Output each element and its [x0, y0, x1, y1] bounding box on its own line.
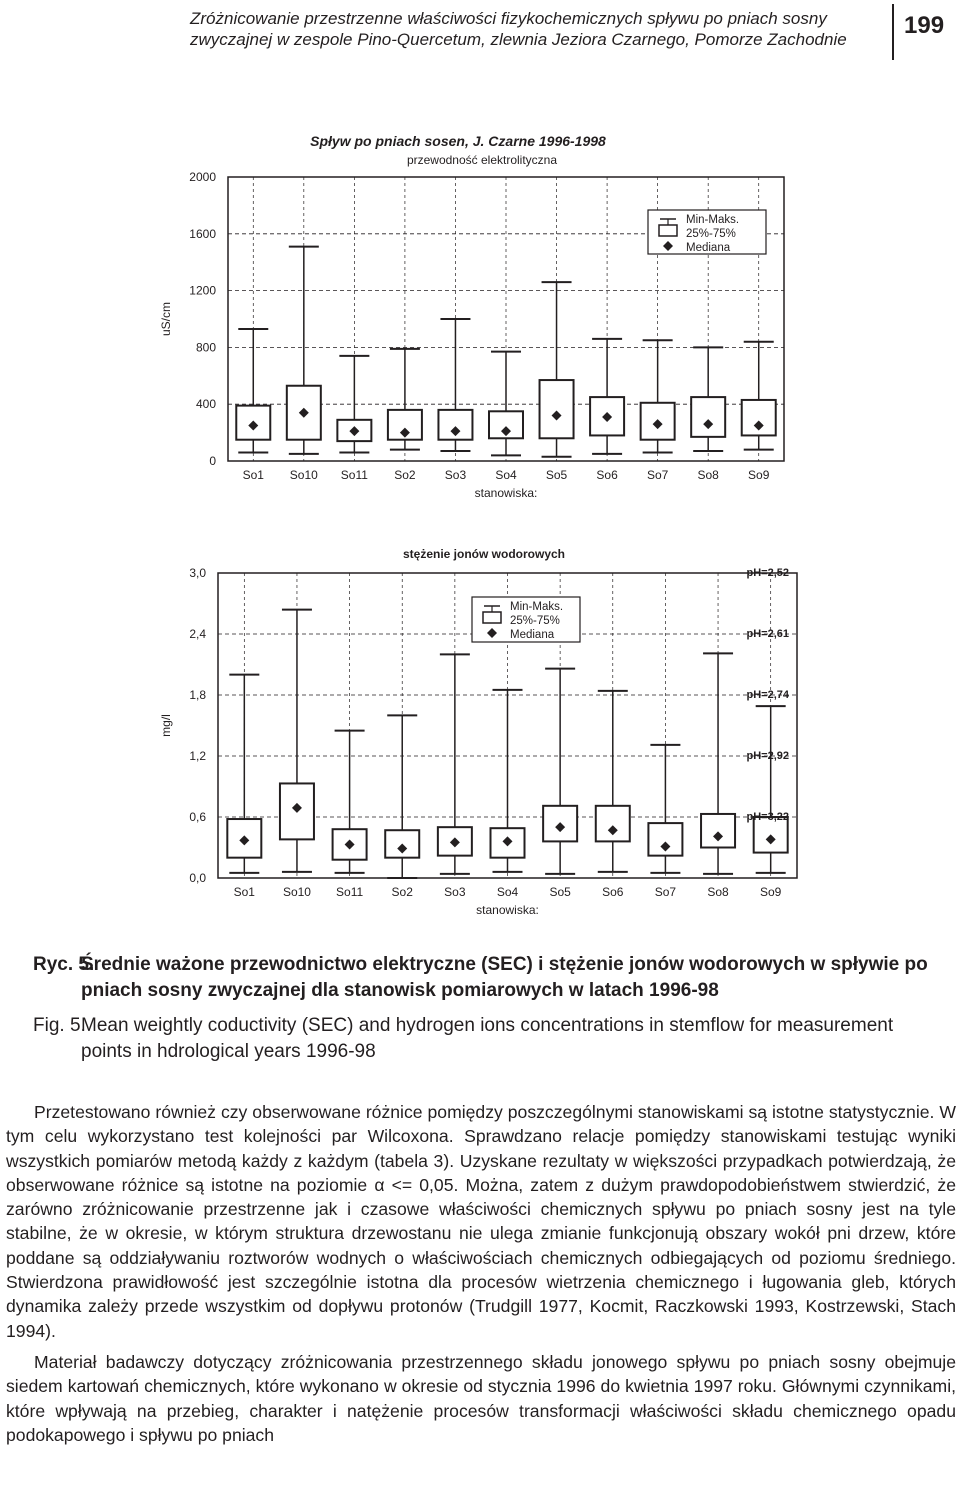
- paragraph: Materiał badawczy dotyczący zróżnicowania przestrzennego składu jonowego spływu po pniach sosny obejmuje siedem kartowań chemicznych, które wykonano w okresie od stycznia 1996 do kwietnia 1997 roku. Głównymi czynnikami, które wpływają na przebieg, charakter i natężenie procesów transformacji właściwości składu chemicznego opadu podokapowego i spływu po pniach: [6, 1351, 956, 1445]
- x-tick-label: So5: [545, 468, 568, 482]
- chart-title: Spływ po pniach sosen, J. Czarne 1996-1998: [310, 133, 606, 149]
- x-tick-label: So3: [444, 468, 467, 482]
- x-tick-label: So8: [707, 885, 729, 899]
- body-text: [6, 1100, 956, 1447]
- x-tick-label: So4: [496, 885, 519, 899]
- legend-box-icon: [659, 225, 677, 236]
- y-tick-label: 800: [195, 340, 216, 355]
- x-tick-label: So4: [495, 468, 517, 482]
- x-tick-label: So10: [282, 885, 311, 899]
- x-tick-label: So7: [646, 468, 669, 482]
- x-tick-label: So10: [289, 468, 318, 482]
- x-tick-label: So3: [444, 885, 466, 899]
- x-tick-label: So5: [549, 885, 571, 899]
- ph-label: pH=3,22: [746, 811, 789, 823]
- chart-subtitle: przewodność elektrolityczna: [406, 153, 558, 167]
- conductivity-box-plot: [0, 120, 960, 510]
- legend-entry: Mediana: [510, 629, 555, 641]
- y-tick-label: 1200: [189, 283, 216, 298]
- x-tick-label: So8: [697, 468, 719, 482]
- legend-entry: Min-Maks.: [510, 601, 564, 613]
- y-tick-label: 0,0: [189, 871, 206, 885]
- legend-entry: Min-Maks.: [686, 214, 740, 226]
- iqr-box: [691, 397, 725, 437]
- legend-entry: Mediana: [686, 242, 731, 254]
- caption-label: Fig. 5.: [33, 1015, 86, 1036]
- chart-title: stężenie jonów wodorowych: [402, 547, 566, 561]
- x-tick-label: So1: [233, 885, 255, 899]
- x-axis-title: stanowiska:: [474, 486, 538, 500]
- x-tick-label: So2: [391, 885, 413, 899]
- hydrogen-ions-box-plot: [0, 540, 960, 920]
- x-tick-label: So1: [242, 468, 264, 482]
- y-tick-label: 1600: [189, 226, 216, 241]
- figure-caption-english: [33, 1013, 933, 1065]
- x-tick-label: So9: [748, 468, 770, 482]
- y-tick-label: 1,2: [189, 749, 206, 763]
- ph-label: pH=2,61: [746, 628, 789, 640]
- x-tick-label: So6: [596, 468, 618, 482]
- x-tick-label: So9: [760, 885, 782, 899]
- iqr-box: [701, 814, 735, 848]
- x-tick-label: So11: [336, 885, 364, 899]
- y-tick-label: 2000: [189, 170, 216, 184]
- caption-text: Mean weightly coductivity (SEC) and hydrogen ions concentrations in stemflow for measurement points in hdrological years 1996-98: [81, 1015, 894, 1062]
- y-tick-label: 3,0: [189, 566, 206, 580]
- x-tick-label: So11: [340, 468, 368, 482]
- iqr-box: [596, 806, 630, 842]
- figure-caption-polish: [33, 952, 933, 1004]
- caption-text: Średnie ważone przewodnictwo elektryczne (SEC) i stężenie jonów wodorowych w spływie po pniach sosny zwyczajnej dla stanowisk pomiarowych w latach 1996-98: [81, 954, 928, 1001]
- ph-label: pH=2,74: [746, 689, 789, 701]
- x-tick-label: So6: [602, 885, 624, 899]
- y-tick-label: 0: [209, 454, 216, 468]
- y-tick-label: 1,8: [189, 688, 206, 702]
- running-title: Zróżnicowanie przestrzenne właściwości fizykochemicznych spływu po pniach sosny zwyczajnej w zespole Pino-Quercetum, zlewnia Jeziora Czarnego, Pomorze Zachodnie: [190, 9, 847, 49]
- y-axis-title: mg/l: [159, 714, 173, 737]
- y-tick-label: 0,6: [189, 810, 206, 824]
- caption-label: Ryc. 5.: [33, 954, 95, 975]
- legend-entry: 25%-75%: [510, 615, 560, 627]
- ph-label: pH=2,92: [746, 750, 789, 762]
- ph-label: pH=2,52: [746, 567, 789, 579]
- y-axis-title: uS/cm: [159, 301, 173, 337]
- paragraph: Przetestowano również czy obserwowane różnice pomiędzy poszczególnymi stanowiskami są istotne statystycznie. W tym celu wykorzystano test kolejności par Wilcoxona. Sprawdzano relacje pomiędzy stanowiskami testując wyniki wszystkich pomiarów metodą każdy z każdym (tabela 3). Uzyskane rezultaty w większości przypadkach potwierdzają, że obserwowane różnice są istotne na poziomie α <= 0,05. Można, zatem z dużym prawdopodobieństwem stwierdzić, że zarówno zróżnicowanie przestrzenne jak i czasowe właściwości chemicznych spływu po pniach sosny jest na tyle stabilne, że w okresie, w którym struktura drzewostanu nie ulega zmianie funkcjonują obszary wokół pni drzew, które poddane są oddziaływaniu roztworów wodnych o właściwościach chemicznych odbiegających od poziomu średniego. Stwierdzona prawidłowość jest szczególnie istotna dla procesów wietrzenia chemicznego i ługowania gleb, których dynamika zależy przede wszystkim od dopływu protonów (Trudgill 1977, Kocmit, Raczkowski 1993, Kostrzewski, Stach 1994).: [6, 1102, 956, 1341]
- header-divider: [892, 4, 894, 60]
- page-header: [0, 0, 960, 70]
- page-number: 199: [904, 12, 945, 39]
- x-tick-label: So7: [654, 885, 677, 899]
- y-tick-label: 400: [195, 397, 216, 412]
- iqr-box: [540, 380, 574, 438]
- x-axis-title: stanowiska:: [476, 903, 539, 917]
- legend-entry: 25%-75%: [686, 228, 736, 240]
- x-tick-label: So2: [394, 468, 416, 482]
- legend-box-icon: [483, 612, 501, 623]
- y-tick-label: 2,4: [189, 627, 206, 641]
